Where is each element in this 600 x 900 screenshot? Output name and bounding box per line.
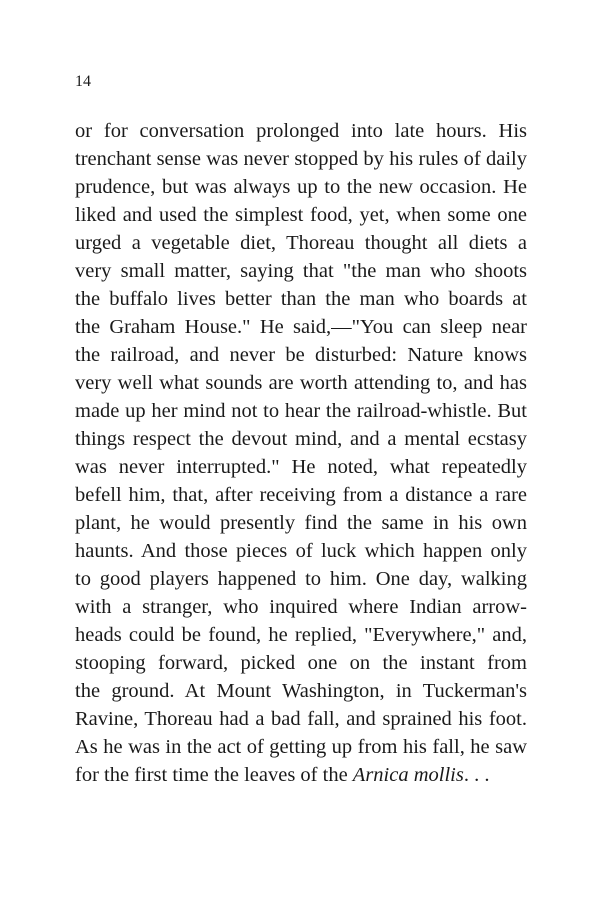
text-line: made up her mind not to hear the railroad-whistle. But	[75, 400, 527, 422]
text-line: the Graham House." He said,—"You can sleep near	[75, 316, 527, 338]
text-line: prudence, but was always up to the new occasion. He	[75, 176, 527, 198]
text-line: to good players happened to him. One day, walking	[75, 568, 527, 590]
body-paragraph	[75, 117, 527, 789]
text-line: haunts. And those pieces of luck which happen only	[75, 540, 527, 562]
text-line: very small matter, saying that "the man who shoots	[75, 260, 527, 282]
text-line: stooping forward, picked one on the instant from	[75, 652, 527, 674]
text-line: As he was in the act of getting up from his fall, he saw	[75, 736, 527, 758]
text-line: things respect the devout mind, and a mental ecstasy	[75, 428, 527, 450]
italic-species-name: Arnica mollis	[352, 764, 464, 786]
text-line: was never interrupted." He noted, what repeatedly	[75, 456, 527, 478]
last-line-prefix: for the first time the leaves of the	[75, 764, 353, 786]
text-line: liked and used the simplest food, yet, when some one	[75, 204, 527, 226]
text-line: the railroad, and never be disturbed: Nature knows	[75, 344, 527, 366]
text-line: or for conversation prolonged into late hours. His	[75, 120, 527, 142]
text-line: with a stranger, who inquired where Indian arrow-	[75, 596, 527, 618]
text-line-last	[75, 761, 527, 789]
text-line: heads could be found, he replied, "Everywhere," and,	[75, 624, 527, 646]
text-line: very well what sounds are worth attending to, and has	[75, 372, 527, 394]
text-line: befell him, that, after receiving from a distance a rare	[75, 484, 527, 506]
last-line-ellipsis: . . .	[463, 764, 490, 786]
text-line: the ground. At Mount Washington, in Tuckerman's	[75, 680, 527, 702]
text-line: trenchant sense was never stopped by his rules of daily	[75, 148, 527, 170]
page-number: 14	[75, 73, 91, 90]
text-line: plant, he would presently find the same in his own	[75, 512, 527, 534]
text-line: urged a vegetable diet, Thoreau thought all diets a	[75, 232, 527, 254]
text-line: Ravine, Thoreau had a bad fall, and sprained his foot.	[75, 708, 527, 730]
text-line: the buffalo lives better than the man who boards at	[75, 288, 527, 310]
